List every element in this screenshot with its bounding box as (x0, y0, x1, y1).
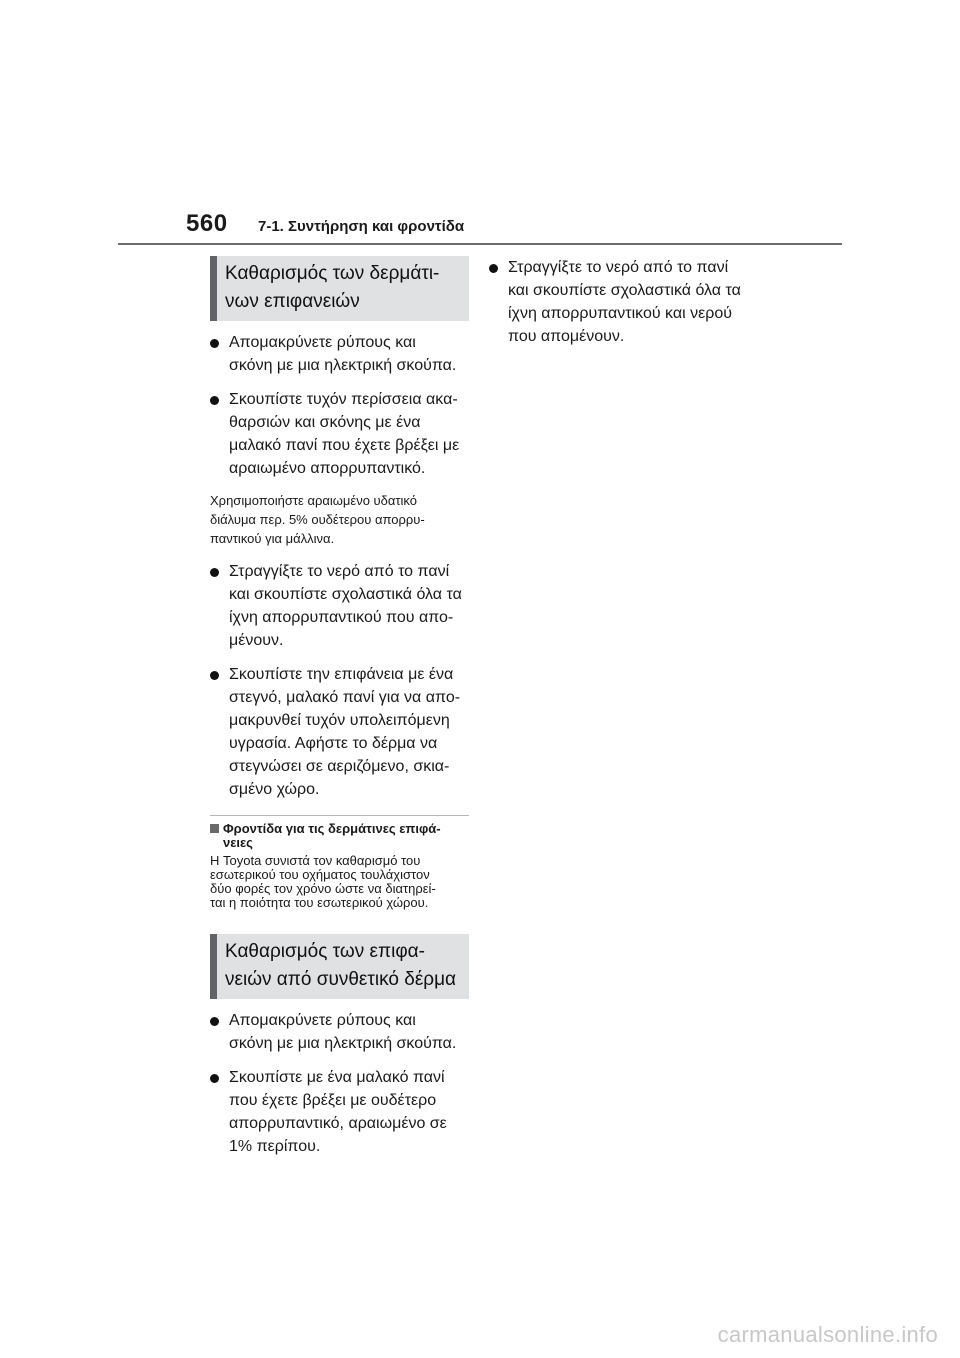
note-line: διάλυμα περ. 5% ουδέτερου απορρυ- (210, 512, 425, 527)
bullet-icon (489, 264, 498, 273)
bullet-line: Σκουπίστε τυχόν περίσσεια ακα- (229, 391, 458, 408)
list-item (210, 1009, 469, 1055)
bullet-line: Στραγγίξτε το νερό από το πανί (229, 563, 450, 580)
section-title-line: Καθαρισμός των επιφα- (225, 941, 425, 962)
list-item (210, 663, 469, 801)
list-item (489, 256, 759, 348)
care-note-title (210, 822, 469, 850)
square-bullet-icon (210, 824, 219, 833)
section-title-line: νειών από συνθετικό δέρμα (225, 969, 457, 990)
bullet-line: και σκουπίστε σχολαστικά όλα τα (508, 282, 741, 299)
bullet-icon (210, 568, 219, 577)
bullet-line: που έχετε βρέξει με ουδέτερο (229, 1092, 437, 1109)
header-divider (118, 243, 842, 245)
bullet-line: Στραγγίξτε το νερό από το πανί (508, 259, 729, 276)
bullet-line: υγρασία. Αφήστε το δέρμα να (229, 735, 438, 752)
bullet-line: στεγνώσει σε αεριζόμενο, σκια- (229, 758, 450, 775)
bullet-icon (210, 339, 219, 348)
bullet-line: Σκουπίστε την επιφάνεια με ένα (229, 666, 454, 683)
note-line: Χρησιμοποιήστε αραιωμένο υδατικό (210, 493, 417, 508)
bullet-line: μαλακό πανί που έχετε βρέξει με (229, 437, 460, 454)
section-title-synthetic-leather (210, 934, 469, 999)
bullet-line: Σκουπίστε με ένα μαλακό πανί (229, 1069, 445, 1086)
bullet-line: στεγνό, μαλακό πανί για να απο- (229, 689, 461, 706)
bullet-line: σκόνη με μια ηλεκτρική σκούπα. (229, 1035, 457, 1052)
care-note (210, 815, 469, 910)
bullet-icon (210, 396, 219, 405)
list-item (210, 1066, 469, 1158)
bullet-line: απορρυπαντικό, αραιωμένο σε (229, 1115, 447, 1132)
section-title-line: Καθαρισμός των δερμάτι- (225, 263, 440, 284)
watermark: carmanualsonline.info (717, 1322, 938, 1347)
care-note-line: δύο φορές τον χρόνο ώστε να διατηρεί- (210, 881, 436, 896)
care-note-line: εσωτερικού του οχήματος τουλάχιστον (210, 867, 430, 882)
care-note-line: Η Toyota συνιστά τον καθαρισμό του (210, 853, 421, 868)
page-number: 560 (186, 210, 228, 237)
bullet-line: ίχνη απορρυπαντικού και νερού (508, 305, 732, 322)
bullet-line: Απομακρύνετε ρύπους και (229, 1012, 416, 1029)
note-text (210, 491, 469, 548)
bullet-line: που απομένουν. (508, 328, 625, 345)
bullet-icon (210, 1017, 219, 1026)
bullet-icon (210, 1074, 219, 1083)
right-column (489, 256, 759, 359)
bullet-line: Απομακρύνετε ρύπους και (229, 334, 416, 351)
bullet-line: ίχνη απορρυπαντικού που απο- (229, 609, 454, 626)
chapter-title: 7-1. Συντήρηση και φροντίδα (258, 218, 465, 235)
care-note-line: ται η ποιότητα του εσωτερικού χώρου. (210, 895, 429, 910)
bullet-line: μένουν. (229, 632, 284, 649)
bullet-line: μακρυνθεί τυχόν υπολειπόμενη (229, 712, 450, 729)
left-column (210, 256, 469, 1169)
bullet-icon (210, 671, 219, 680)
bullet-line: σκόνη με μια ηλεκτρική σκούπα. (229, 357, 457, 374)
bullet-line: αραιωμένο απορρυπαντικό. (229, 460, 426, 477)
bullet-line: σμένο χώρο. (229, 781, 320, 798)
care-note-body (210, 854, 469, 910)
care-note-title-line: νειες (223, 835, 253, 850)
section-title-leather (210, 256, 469, 321)
care-note-title-line: Φροντίδα για τις δερμάτινες επιφά- (223, 821, 441, 836)
bullet-line: και σκουπίστε σχολαστικά όλα τα (229, 586, 462, 603)
bullet-line: θαρσιών και σκόνης με ένα (229, 414, 421, 431)
spacer (210, 910, 469, 934)
section-title-line: νων επιφανειών (225, 291, 360, 312)
note-line: παντικού για μάλλινα. (210, 531, 335, 546)
list-item (210, 560, 469, 652)
list-item (210, 388, 469, 480)
list-item (210, 331, 469, 377)
bullet-line: 1% περίπου. (229, 1138, 321, 1155)
